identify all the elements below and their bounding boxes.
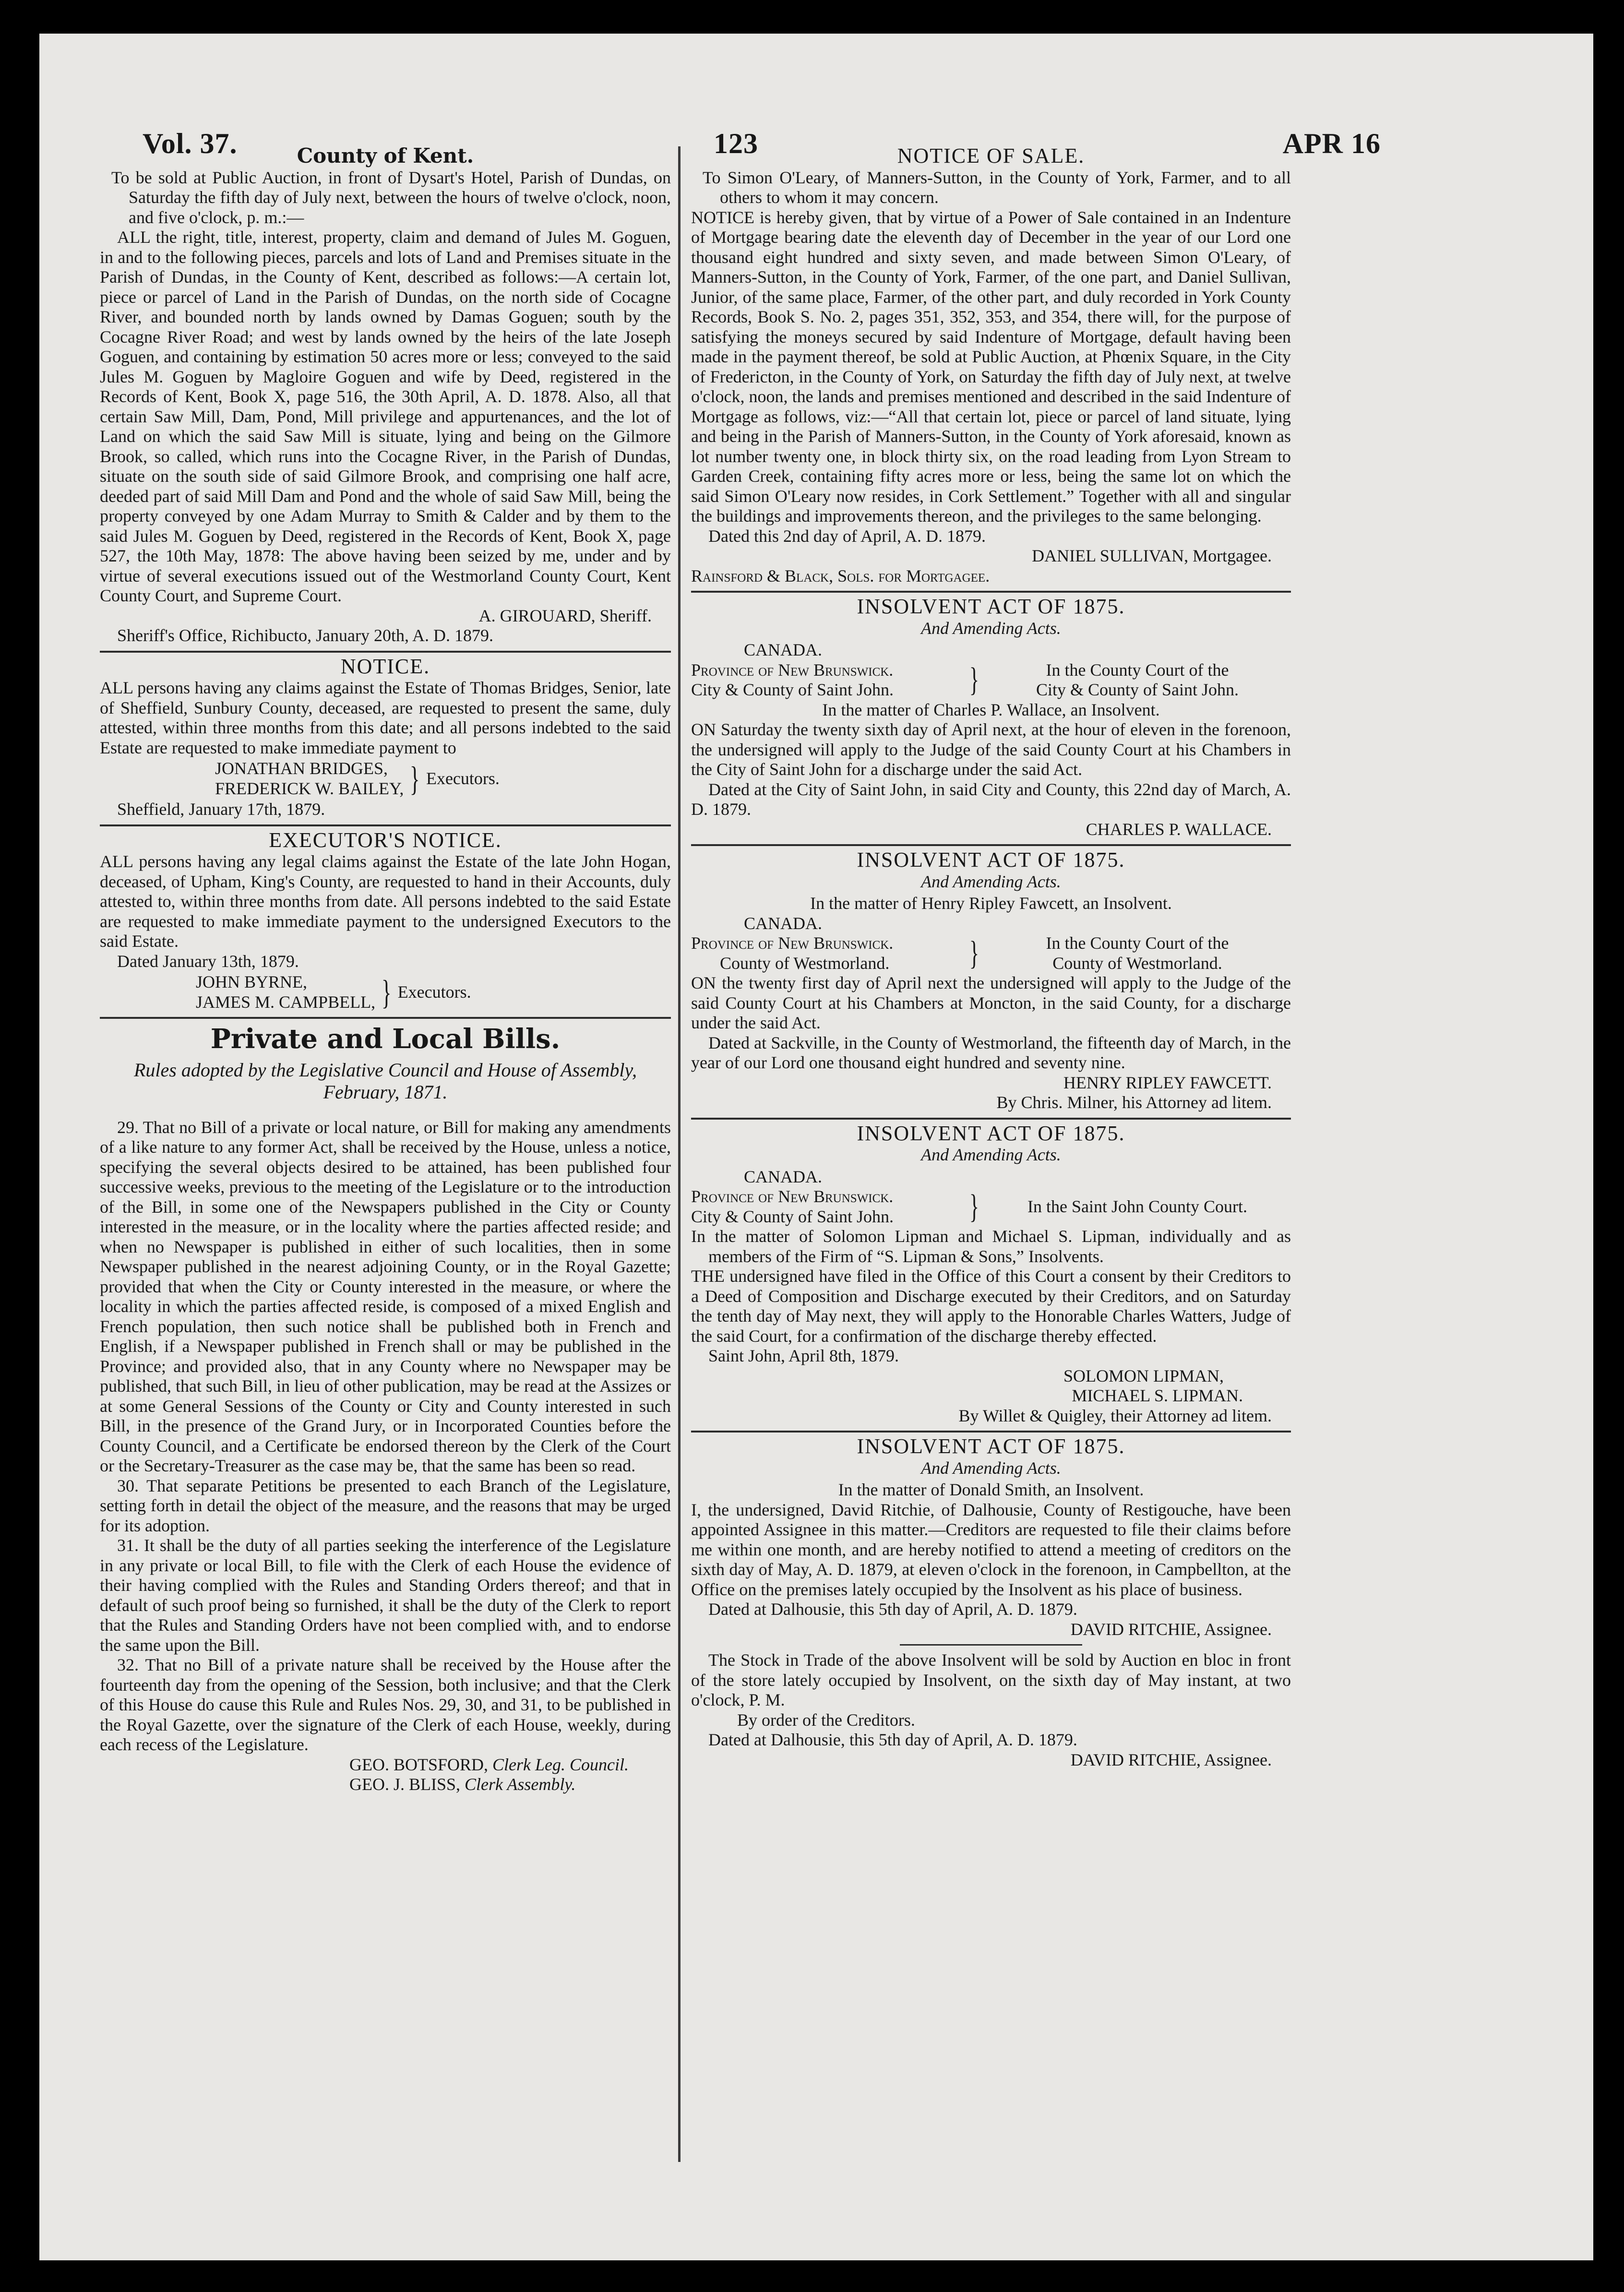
insolvent-fawcett: [691, 850, 1291, 1113]
section-title: INSOLVENT ACT OF 1875.: [857, 848, 1125, 871]
matter-line: In the matter of Charles P. Wallace, an Insolvent.: [822, 700, 1160, 719]
divider: [691, 591, 1291, 593]
court-label: In the County Court of the: [1046, 660, 1229, 680]
dateline: Sheriff's Office, Richibucto, January 20th, A. D. 1879.: [117, 626, 494, 645]
clerk-signature: GEO. BOTSFORD, Clerk Leg. Council.: [349, 1755, 629, 1774]
order-line: By order of the Creditors.: [737, 1710, 915, 1730]
executors-role: Executors.: [426, 768, 500, 788]
signature: A. GIROUARD, Sheriff.: [478, 606, 652, 625]
notice-body: ON the twenty first day of April next the undersigned will apply to the Judge of the said County Court at his Chambers at Moncton, in the said County, for a discharge under the said Act.: [691, 973, 1291, 1032]
province-label: Province of New Brunswick.: [691, 660, 894, 680]
notice-body: ON Saturday the twenty sixth day of April next, at the hour of eleven in the forenoon, the undersigned will apply to the Judge of the said County Court at his Chambers in the City of Saint John for a discharge under the said Act.: [691, 720, 1291, 779]
notice-body: ALL persons having any claims against the Estate of Thomas Bridges, Senior, late of Sheffield, Sunbury County, deceased, are requested to present the same, duly attested, within three months from this date; and all persons indebted to the said Estate are requested to make immediate payment to: [100, 678, 671, 757]
divider: [691, 1431, 1291, 1432]
dateline: Sheffield, January 17th, 1879.: [117, 800, 325, 819]
page-number: 123: [714, 128, 758, 159]
executor-name: JONATHAN BRIDGES,: [215, 759, 388, 778]
divider: [100, 651, 671, 653]
clerk-signature: GEO. J. BLISS, Clerk Assembly.: [349, 1775, 576, 1794]
brace: }: [969, 934, 979, 972]
rule-29: 29. That no Bill of a private or local nature, or Bill for making any amendments of a like nature to any former Act, shall be received by the House, unless a notice, specifying the several objects desired to be attained, has been published four successive weeks, previous to the meeting of the Legislature or to the introduction of the Bill, in some one of the Newspapers published in the City or County interested in the measure, or in the locality where the parties affected reside; and when no Newspaper is published in either of such localities, then in some Newspaper published in the nearest adjoining County, or in the Royal Gazette; provided that when the City or County interested in the measure, or where the locality in which the parties affected reside, is composed of a mixed English and French population, then such notice shall be published both in French and English, if a Newspaper published in French shall or may be published in the Province; and provided also, that in any County where no Newspaper may be published, that such Bill, in lieu of other publication, may be read at the Assizes or at some General Sessions of the County or City and County interested in such Bill, in the presence of the Grand Jury, or in Incorporated Counties before the County Council, and a Certificate be endorsed thereon by the Clerk of the Court or the Secretary-Treasurer as the case may be, that the same has been so read.: [100, 1117, 671, 1475]
section-title: INSOLVENT ACT OF 1875.: [857, 595, 1125, 618]
notice-body: ALL persons having any legal claims against the Estate of the late John Hogan, deceased, of Upham, King's County, are requested to hand in their Accounts, duly attested to, within three months from date. All persons indebted to the said Estate are requested to make immediate payment to the undersigned Executors to the said Estate.: [100, 852, 671, 951]
divider: [100, 824, 671, 826]
brace: }: [381, 973, 392, 1012]
court-block: [691, 1187, 1291, 1227]
brace: }: [410, 759, 420, 798]
column-divider: [678, 146, 681, 2162]
short-divider: [900, 1644, 1082, 1646]
signature: DAVID RITCHIE, Assignee.: [1070, 1619, 1272, 1639]
volume-label: Vol. 37.: [143, 128, 238, 159]
divider: [100, 1017, 671, 1019]
dateline: Saint John, April 8th, 1879.: [708, 1346, 899, 1365]
rule-30: 30. That separate Petitions be presented to each Branch of the Legislature, setting forth in detail the object of the measure, and the reasons that may be urged for its adoption.: [100, 1476, 671, 1535]
section-subtitle: And Amending Acts.: [921, 618, 1061, 638]
section-title: EXECUTOR'S NOTICE.: [269, 828, 502, 852]
jurisdiction-label: City & County of Saint John.: [691, 1206, 894, 1226]
insolvent-lipman: [691, 1123, 1291, 1426]
brace: }: [969, 661, 979, 698]
province-label: Province of New Brunswick.: [691, 933, 894, 953]
notice-of-sale: [691, 146, 1291, 586]
court-label: City & County of Saint John.: [1036, 680, 1239, 699]
rule-31: 31. It shall be the duty of all parties seeking the interference of the Legislature in any private or local Bill, to file with the Clerk of each House the evidence of their having complied with the Rules and Standing Orders thereof; and that in default of such proof being so furnished, it shall be the duty of the Clerk to report that the Rules and Standing Orders have not been complied with, and to endorse the same upon the Bill.: [100, 1536, 671, 1655]
insolvent-wallace: [691, 597, 1291, 839]
signature: HENRY RIPLEY FAWCETT.: [1063, 1073, 1272, 1092]
executor-name: FREDERICK W. BAILEY,: [215, 778, 404, 798]
private-local-bills: [100, 1023, 671, 1795]
dateline: Dated January 13th, 1879.: [117, 951, 299, 971]
insolvent-smith: [691, 1436, 1291, 1770]
dateline: Dated at Dalhousie, this 5th day of April, A. D. 1879.: [708, 1600, 1077, 1619]
signature: MICHAEL S. LIPMAN.: [1072, 1386, 1243, 1405]
canada-label: CANADA.: [744, 1167, 823, 1186]
signature: SOLOMON LIPMAN,: [1063, 1366, 1224, 1385]
executor-name: JAMES M. CAMPBELL,: [196, 992, 376, 1012]
notice-body: I, the undersigned, David Ritchie, of Dalhousie, County of Restigouche, have been appointed Assignee in this matter.—Creditors are requested to file their claims before me within one month, and are hereby notified to attend a meeting of creditors on the sixth day of May, A. D. 1879, at eleven o'clock in the forenoon, in Campbellton, at the Office on the premises lately occupied by the Insolvent as his place of business.: [691, 1500, 1291, 1599]
addressee: To Simon O'Leary, of Manners-Sutton, in the County of York, Farmer, and to all others to whom it may concern.: [703, 167, 1291, 207]
matter-line: In the matter of Solomon Lipman and Michael S. Lipman, individually and as members of the Firm of “S. Lipman & Sons,” Insolvents.: [691, 1227, 1291, 1266]
left-column: [100, 144, 671, 2198]
solicitors: Rainsford & Black, Sols. for Mortgagee.: [691, 566, 990, 585]
attorney-line: By Chris. Milner, his Attorney ad litem.: [996, 1093, 1272, 1112]
court-block: [691, 933, 1291, 973]
auction-intro: To be sold at Public Auction, in front of Dysart's Hotel, Parish of Dundas, on Saturday the fifth day of July next, between the hours of twelve o'clock, noon, and five o'clock, p. m.:—: [111, 167, 671, 227]
section-title: NOTICE.: [340, 654, 430, 678]
issue-date: APR 16: [1282, 128, 1381, 159]
canada-label: CANADA.: [744, 913, 823, 933]
executor-notice: [100, 830, 671, 1013]
section-title: INSOLVENT ACT OF 1875.: [857, 1121, 1125, 1145]
rules-subtitle: Rules adopted by the Legislative Council and House of Assembly, February, 1871.: [133, 1059, 637, 1103]
canada-label: CANADA.: [744, 640, 823, 659]
brace: }: [969, 1188, 979, 1225]
dateline: Dated at Sackville, in the County of Westmorland, the fifteenth day of March, in the year of our Lord one thousand eight hundred and seventy nine.: [691, 1033, 1291, 1072]
notice-body: NOTICE is hereby given, that by virtue of a Power of Sale contained in an Indenture of Mortgage bearing date the eleventh day of December in the year of our Lord one thousand eight hundred and sixty seven, and made between Simon O'Leary, of Manners-Sutton, in the County of York, Farmer, of the one part, and Daniel Sullivan, Junior, of the same place, Farmer, of the other part, and duly recorded in York County Records, Book S. No. 2, pages 351, 352, 353, and 354, there will, for the purpose of satisfying the moneys secured by said Indenture of Mortgage, default having been made in the payment thereof, be sold at Public Auction, at Phœnix Square, in the City of Fredericton, in the County of York, on Saturday the fifth day of July next, at twelve o'clock, noon, the lands and premises mentioned and described in the said Indenture of Mortgage as follows, viz:—“All that certain lot, piece or parcel of land situate, lying and being in the Parish of Manners-Sutton, in the County of York aforesaid, known as lot number twenty one, in block thirty six, on the road leading from Lyon Stream to Garden Creek, containing fifty acres more or less, being the same lot on which the said Simon O'Leary now resides, in Cork Settlement.” Together with all and singular the buildings and improvements thereon, and the privileges to the same belonging.: [691, 207, 1291, 525]
divider: [691, 1118, 1291, 1120]
section-subtitle: And Amending Acts.: [921, 871, 1061, 891]
rule-32: 32. That no Bill of a private nature shall be received by the House after the fourteenth day from the opening of the Session, both inclusive; and that the Clerk of this House do cause this Rule and Rules Nos. 29, 30, and 31, to be published in the Royal Gazette, over the signature of the Clerk of each House, weekly, during each recess of the Legislature.: [100, 1655, 671, 1754]
bridges-notice: [100, 654, 671, 820]
court-block: [691, 660, 1291, 700]
section-subtitle: And Amending Acts.: [921, 1458, 1061, 1478]
dateline: Dated this 2nd day of April, A. D. 1879.: [708, 526, 986, 546]
dateline: Dated at the City of Saint John, in said City and County, this 22nd day of March, A. D. 1879.: [691, 779, 1291, 819]
executors-block: [100, 759, 671, 799]
right-column: [691, 144, 1291, 2198]
jurisdiction-label: City & County of Saint John.: [691, 680, 894, 699]
matter-line: In the matter of Henry Ripley Fawcett, an Insolvent.: [810, 894, 1172, 913]
signature: DANIEL SULLIVAN, Mortgagee.: [1032, 546, 1272, 565]
executor-name: JOHN BYRNE,: [196, 972, 308, 991]
signature: CHARLES P. WALLACE.: [1086, 819, 1272, 839]
matter-line: In the matter of Donald Smith, an Insolvent.: [838, 1480, 1144, 1499]
jurisdiction-label: County of Westmorland.: [720, 953, 890, 973]
section-title: Private and Local Bills.: [210, 1023, 561, 1055]
court-label: County of Westmorland.: [1052, 953, 1222, 973]
stock-notice: The Stock in Trade of the above Insolvent will be sold by Auction en bloc in front of the store lately occupied by Insolvent, on the sixth day of May instant, at two o'clock, P. M.: [691, 1650, 1291, 1709]
notice-body: ALL the right, title, interest, property, claim and demand of Jules M. Goguen, in and to the following pieces, parcels and lots of Land and Premises situate in the Parish of Dundas, in the County of Kent, described as follows:—A certain lot, piece or parcel of Land in the Parish of Dundas, on the north side of Cocagne River, and bounded north by lands owned by Damas Goguen; south by the Cocagne River Road; and west by lands owned by the heirs of the late Joseph Goguen, and containing by estimation 50 acres more or less; conveyed to the said Jules M. Goguen by Magloire Goguen and wife by Deed, registered in the Records of Kent, Book X, page 516, the 30th April, A. D. 1878. Also, all that certain Saw Mill, Dam, Pond, Mill privilege and appurtenances, and the lot of Land on which the said Saw Mill is situate, lying and being on the Gilmore Brook, so called, which runs into the Cocagne River, in the Parish of Dundas, situate on the south side of said Gilmore Brook, and comprising one half acre, deeded part of said Mill Dam and Pond and the whole of said Saw Mill, being the property conveyed by one Adam Murray to Smith & Calder and by them to the said Jules M. Goguen by Deed, registered in the Records of Kent, Book X, page 527, the 10th May, 1878: The above having been seized by me, under and by virtue of several executions issued out of the Westmorland County Court, Kent County Court, and Supreme Court.: [100, 227, 671, 605]
county-of-kent-notice: [100, 146, 671, 646]
province-label: Province of New Brunswick.: [691, 1187, 894, 1206]
court-label: In the Saint John County Court.: [1027, 1196, 1247, 1216]
section-title: County of Kent.: [297, 144, 474, 167]
attorney-line: By Willet & Quigley, their Attorney ad litem.: [958, 1406, 1272, 1425]
section-subtitle: And Amending Acts.: [921, 1145, 1061, 1164]
dateline: Dated at Dalhousie, this 5th day of April, A. D. 1879.: [708, 1730, 1077, 1749]
executors-role: Executors.: [397, 982, 471, 1002]
divider: [691, 844, 1291, 846]
court-label: In the County Court of the: [1046, 933, 1229, 953]
section-title: NOTICE OF SALE.: [897, 144, 1085, 167]
section-title: INSOLVENT ACT OF 1875.: [857, 1434, 1125, 1458]
signature: DAVID RITCHIE, Assignee.: [1070, 1750, 1272, 1769]
executors-block: [100, 972, 671, 1012]
notice-body: THE undersigned have filed in the Office of this Court a consent by their Creditors to a Deed of Composition and Discharge executed by their Creditors, and on Saturday the tenth day of May next, they will apply to the Honorable Charles Watters, Judge of the said Court, for a confirmation of the discharge thereby effected.: [691, 1266, 1291, 1346]
